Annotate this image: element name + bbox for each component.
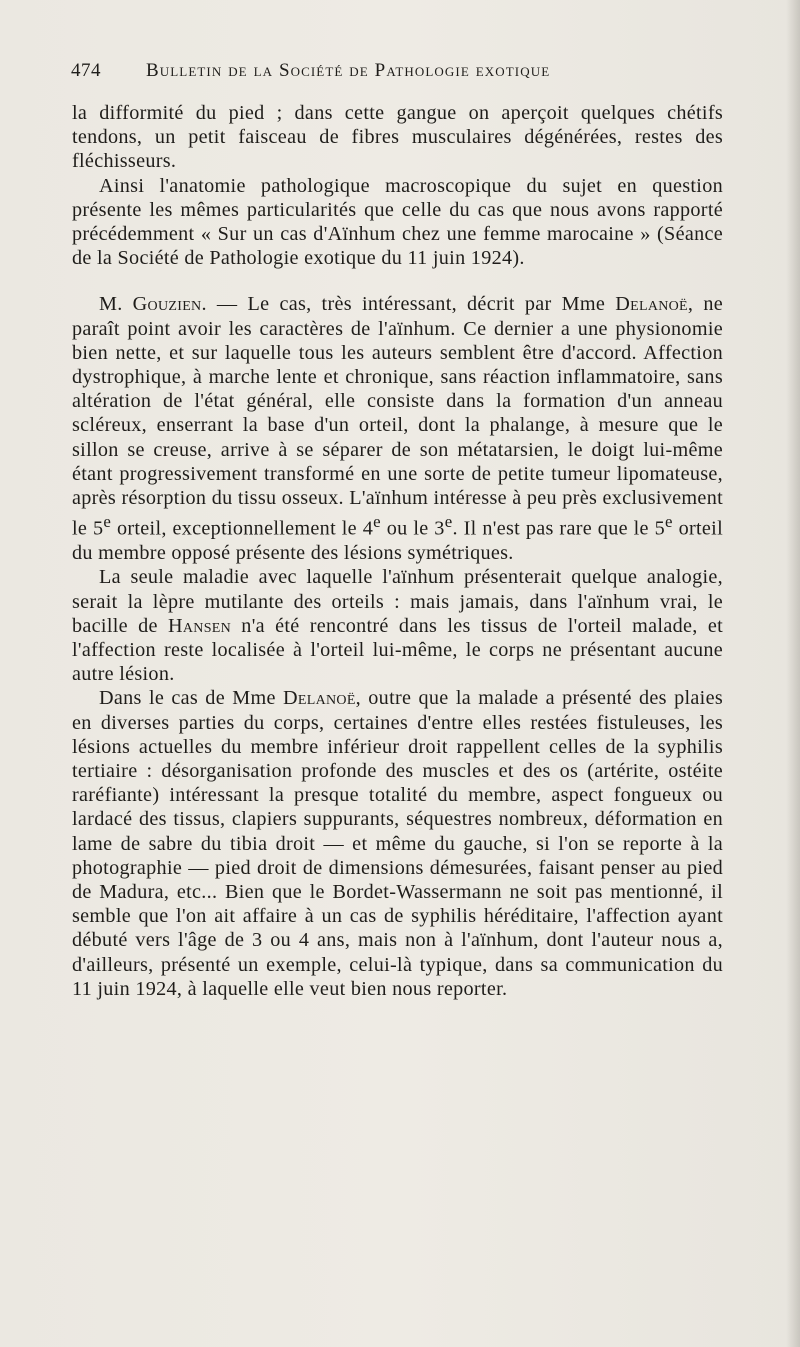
paragraph-text: ou le 3	[380, 517, 445, 540]
page-number: 474	[71, 60, 101, 81]
paragraph-text: , ne paraît point avoir les caractères de l'aïnhum. Ce dernier a une physionomie bien nette, et sur laquelle tous les auteurs semblent être d'accord. Affection dystrophique, à marche lente et chronique, sans réaction inflammatoire, sans altération de l'état général, elle consiste dans la formation d'un anneau scléreux, enserrant la base d'un orteil, dont la phalange, à mesure que le sillon se creuse, arrive à se séparer de son métatarsien, le doigt lui-même étant progressivement transformé en une sorte de petite tumeur lipomateuse, après résorption du tissu osseux. L'aïnhum intéresse à peu près exclusivement le 5	[72, 293, 723, 540]
author-name: Delanoë	[615, 293, 688, 316]
paragraph-lepre	[72, 565, 723, 686]
superscript: e	[665, 512, 673, 532]
paragraph-text: — Le cas, très intéressant, décrit par Mme	[206, 293, 616, 316]
paragraph-text: orteil du membre opposé présente des lésions symétriques.	[72, 517, 724, 565]
paragraph-text: La seule maladie avec laquelle l'aïnhum présenterait quelque analogie, serait la lèpre mutilante des orteils : mais jamais, dans l'aïnhum vrai, le bacille de	[72, 566, 723, 637]
superscript: e	[103, 512, 112, 532]
journal-title: Bulletin de la Société de Pathologie exotique	[146, 60, 551, 81]
paragraph-text: Dans le cas de Mme	[99, 687, 283, 710]
paragraph-text: , outre que la malade a présenté des plaies en diverses parties du corps, certaines d'entre elles restées fistuleuses, les lésions actuelles du membre inférieur droit rappellent celles de la syphilis tertiaire : désorganisation profonde des muscles et des os (artérite, ostéite raréfiante) intéressant la presque totalité du membre, aspect fongueux ou lardacé des tissus, clapiers suppurants, séquestres nombreux, déformation en lame de sabre du tibia droit — et même du gauche, si l'on se reporte à la photographie — pied droit de dimensions démesurées, faisant penser au pied de Madura, etc... Bien que le Bordet-Wassermann ne soit pas mentionné, il semble que l'on ait affaire à un cas de syphilis héréditaire, l'affection ayant débuté vers l'âge de 3 ou 4 ans, mais non à l'aïnhum, dont l'auteur nous a, d'ailleurs, présenté un exemple, celui-là typique, dans sa communication du 11 juin 1924, à laquelle elle veut bien nous reporter.	[72, 687, 723, 1000]
speaker-name: M. Gouzien.	[99, 293, 207, 316]
paragraph-text: Ainsi l'anatomie pathologique macroscopique du sujet en question présente les mêmes particularités que celle du cas que nous avons rapporté précédemment « Sur un cas d'Aïnhum chez une femme marocaine » (Séance de la Société de Pathologie exotique du 11 juin 1924).	[72, 174, 723, 270]
superscript: e	[444, 512, 453, 532]
paragraph-text: . Il n'est pas rare que le 5	[452, 517, 666, 540]
superscript: e	[373, 512, 381, 532]
paragraph-text: la difformité du pied ; dans cette gangue on aperçoit quelques chétifs tendons, un petit faisceau de fibres musculaires dégénérées, restes des fléchisseurs.	[72, 102, 723, 173]
author-name: Delanoë	[283, 687, 356, 710]
spine-shadow	[786, 0, 800, 1347]
paragraph-text: n'a été rencontré dans les tissus de l'orteil malade, et l'affection reste localisée à l'orteil lui-même, le corps ne présentant aucune autre lésion.	[72, 614, 723, 686]
paragraph-anatomy	[72, 174, 723, 271]
paragraph-text: orteil, exceptionnellement le 4	[111, 517, 374, 540]
running-head	[71, 60, 723, 90]
paragraph-continuation	[72, 101, 723, 174]
article-body	[72, 101, 723, 1001]
author-name: Hansen	[168, 614, 232, 637]
paragraph-delanoe-case	[72, 686, 723, 1001]
paragraph-gouzien	[72, 292, 723, 565]
